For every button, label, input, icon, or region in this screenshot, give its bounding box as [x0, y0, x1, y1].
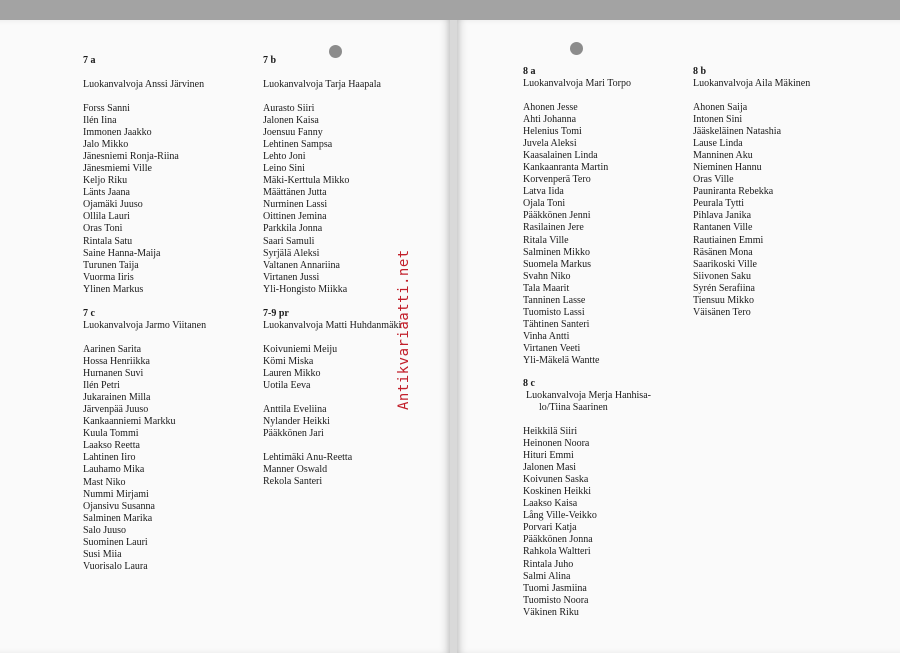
- student-name: Räsänen Mona: [693, 246, 753, 258]
- student-name: Virtanen Veeti: [523, 342, 581, 354]
- student-name: Ojansivu Susanna: [83, 500, 155, 512]
- student-name: Forss Sanni: [83, 103, 130, 114]
- student-name: Ilén Iina: [83, 115, 117, 127]
- student-name: Rantanen Ville: [693, 222, 753, 234]
- student-name: Tuomisto Noora: [523, 594, 589, 606]
- student-name: Pääkkönen Jenni: [523, 210, 591, 222]
- student-name: Saine Hanna-Maija: [83, 247, 161, 259]
- student-name: Tuomi Jasmiina: [523, 582, 587, 594]
- class-7a: [83, 55, 204, 296]
- student-name: Ritala Ville: [523, 234, 569, 246]
- student-name: Hurnanen Suvi: [83, 368, 144, 380]
- student-name: Virtanen Jussi: [263, 271, 320, 283]
- student-name: Kankaanranta Martin: [523, 162, 609, 174]
- student-name: Jalo Mikko: [83, 139, 129, 151]
- class-7-9pr: [263, 308, 401, 488]
- student-list: [263, 452, 401, 488]
- student-name: Lehto Joni: [263, 151, 306, 163]
- student-name: Juvela Aleksi: [523, 138, 577, 150]
- student-name: Turunen Taija: [83, 259, 139, 271]
- student-name: Parkkila Jonna: [263, 223, 323, 235]
- class-teacher: Luokanvalvoja Matti Huhdanmäki: [263, 320, 402, 331]
- student-name: Pauniranta Rebekka: [693, 186, 774, 198]
- student-name: Lauhamo Mika: [83, 464, 145, 476]
- student-name: Manninen Aku: [693, 150, 753, 162]
- student-name: Tuomisto Lassi: [523, 306, 585, 318]
- student-name: Saari Samuli: [263, 235, 315, 247]
- student-name: Ylinen Markus: [83, 283, 144, 295]
- student-name: Pääkkönen Jonna: [523, 534, 593, 546]
- student-name: Lahtinen Iiro: [83, 452, 136, 464]
- student-name: Salminen Marika: [83, 512, 153, 524]
- student-name: Aarinen Sarita: [83, 344, 142, 355]
- student-name: Lång Ville-Veikko: [523, 510, 597, 522]
- student-name: Vuorma Iiris: [83, 271, 134, 283]
- student-name: Pihlava Janika: [693, 210, 752, 222]
- student-name: Lause Linda: [693, 138, 743, 150]
- student-name: Nurminen Lassi: [263, 199, 328, 211]
- student-list: [263, 103, 381, 296]
- student-name: Uotila Eeva: [263, 380, 311, 392]
- student-name: Intonen Sini: [693, 114, 743, 126]
- student-name: Oras Ville: [693, 174, 734, 186]
- student-name: Lehtinen Sampsa: [263, 139, 333, 151]
- student-name: Ojamäki Juuso: [83, 199, 143, 211]
- student-list: [83, 344, 206, 573]
- student-name: Ahonen Saija: [693, 102, 748, 113]
- student-name: Mäki-Kerttula Mikko: [263, 175, 350, 187]
- punch-hole-icon: [570, 42, 583, 55]
- student-name: Yli-Hongisto Miikka: [263, 283, 348, 295]
- student-name: Väkinen Riku: [523, 606, 579, 618]
- student-name: Salo Juuso: [83, 524, 127, 536]
- student-name: Ilén Petri: [83, 380, 120, 392]
- student-name: Rasilainen Jere: [523, 222, 584, 234]
- student-name: Heikkilä Siiri: [523, 426, 578, 437]
- student-name: Väisänen Tero: [693, 306, 751, 318]
- student-name: Peurala Tytti: [693, 198, 745, 210]
- class-teacher: Luokanvalvoja Mari Torpo: [523, 78, 631, 89]
- student-list: [523, 426, 651, 619]
- class-title: 7 a: [83, 55, 96, 66]
- class-7b: [263, 55, 381, 296]
- student-name: Lehtimäki Anu-Reetta: [263, 452, 353, 464]
- student-name: Ahonen Jesse: [523, 102, 578, 113]
- class-teacher-line2: lo/Tiina Saarinen: [539, 402, 608, 413]
- student-name: Tähtinen Santeri: [523, 318, 590, 330]
- student-name: Leino Sini: [263, 163, 305, 175]
- class-teacher: Luokanvalvoja Aila Mäkinen: [693, 78, 811, 89]
- student-name: Mast Niko: [83, 476, 126, 488]
- class-title: 8 a: [523, 66, 536, 77]
- student-name: Susi Miia: [83, 548, 122, 560]
- class-title: 8 b: [693, 66, 707, 77]
- class-7c: [83, 308, 206, 573]
- student-name: Rintala Juho: [523, 558, 574, 570]
- student-name: Koskinen Heikki: [523, 486, 592, 498]
- student-name: Vinha Antti: [523, 330, 570, 342]
- student-name: Lauren Mikko: [263, 368, 321, 380]
- student-name: Svahn Niko: [523, 270, 571, 282]
- student-name: Nummi Mirjami: [83, 488, 149, 500]
- student-name: Hituri Emmi: [523, 450, 574, 462]
- student-name: Jalonen Kaisa: [263, 115, 319, 127]
- student-name: Ahti Johanna: [523, 114, 577, 126]
- class-title: 7-9 pr: [263, 308, 289, 319]
- student-name: Vuorisalo Laura: [83, 560, 148, 572]
- student-name: Jääskeläinen Natashia: [693, 126, 782, 138]
- student-list: [523, 102, 631, 367]
- student-name: Järvenpää Juuso: [83, 404, 149, 416]
- student-list: [263, 344, 401, 392]
- student-name: Länts Jaana: [83, 187, 130, 199]
- class-teacher: Luokanvalvoja Jarmo Viitanen: [83, 320, 207, 331]
- student-name: Siivonen Saku: [693, 270, 752, 282]
- student-name: Määttänen Jutta: [263, 187, 327, 199]
- student-name: Jalonen Masi: [523, 462, 577, 474]
- student-name: Anttila Eveliina: [263, 404, 327, 416]
- class-8c: [523, 378, 651, 619]
- student-name: Salminen Mikko: [523, 246, 590, 258]
- student-name: Immonen Jaakko: [83, 127, 152, 139]
- student-name: Oras Toni: [83, 223, 123, 235]
- student-name: Tala Maarit: [523, 282, 570, 294]
- class-title: 7 c: [83, 308, 95, 319]
- class-title: 8 c: [523, 378, 535, 389]
- student-name: Jänesmiemi Ville: [83, 163, 152, 175]
- student-name: Saarikoski Ville: [693, 258, 757, 270]
- class-title: 7 b: [263, 55, 277, 66]
- class-teacher: Luokanvalvoja Anssi Järvinen: [83, 79, 205, 90]
- student-name: Laakso Kaisa: [523, 498, 578, 510]
- student-name: Nieminen Hannu: [693, 162, 762, 174]
- student-name: Kuula Tommi: [83, 428, 139, 440]
- student-name: Syrén Serafiina: [693, 282, 755, 294]
- student-name: Suominen Lauri: [83, 536, 148, 548]
- student-name: Ollila Lauri: [83, 211, 130, 223]
- student-list: [263, 404, 401, 440]
- class-teacher: Luokanvalvoja Tarja Haapala: [263, 79, 381, 90]
- student-name: Joensuu Fanny: [263, 127, 323, 139]
- watermark: Antikvariaatti.net: [396, 249, 412, 410]
- scan-background: [0, 0, 900, 20]
- student-name: Oittinen Jemina: [263, 211, 327, 223]
- student-list: [83, 103, 204, 296]
- student-name: Valtanen Annariina: [263, 259, 340, 271]
- student-name: Aurasto Siiri: [263, 103, 315, 114]
- student-name: Tanninen Lasse: [523, 294, 586, 306]
- student-name: Kaasalainen Linda: [523, 150, 598, 162]
- class-8a: [523, 66, 631, 367]
- student-name: Rahkola Waltteri: [523, 546, 591, 558]
- student-name: Syrjälä Aleksi: [263, 247, 320, 259]
- class-teacher-line1: Luokanvalvoja Merja Hanhisa-: [526, 390, 651, 401]
- student-name: Koivuniemi Meiju: [263, 344, 338, 355]
- student-name: Laakso Reetta: [83, 440, 140, 452]
- page-gutter: [450, 20, 457, 653]
- student-name: Ojala Toni: [523, 198, 566, 210]
- student-name: Latva Iida: [523, 186, 564, 198]
- student-name: Heinonen Noora: [523, 438, 590, 450]
- student-name: Koivunen Saska: [523, 474, 589, 486]
- student-name: Yli-Mäkelä Wantte: [523, 354, 600, 366]
- student-name: Suomela Markus: [523, 258, 592, 270]
- student-name: Pääkkönen Jari: [263, 428, 324, 440]
- student-name: Keljo Riku: [83, 175, 128, 187]
- student-name: Salmi Alina: [523, 570, 571, 582]
- student-list: [693, 102, 810, 319]
- student-name: Rautiainen Emmi: [693, 234, 764, 246]
- student-name: Manner Oswald: [263, 464, 328, 476]
- student-name: Hossa Henriikka: [83, 356, 150, 368]
- student-name: Jukarainen Milla: [83, 392, 151, 404]
- student-name: Tiensuu Mikko: [693, 294, 755, 306]
- class-8b: [693, 66, 810, 319]
- student-name: Rintala Satu: [83, 235, 133, 247]
- student-name: Kankaanniemi Markku: [83, 416, 176, 428]
- student-name: Kömi Miska: [263, 356, 314, 368]
- student-name: Rekola Santeri: [263, 476, 323, 488]
- student-name: Nylander Heikki: [263, 416, 330, 428]
- student-name: Jänesniemi Ronja-Riina: [83, 151, 179, 163]
- student-name: Helenius Tomi: [523, 126, 582, 138]
- student-name: Korvenperä Tero: [523, 174, 591, 186]
- student-name: Porvari Katja: [523, 522, 577, 534]
